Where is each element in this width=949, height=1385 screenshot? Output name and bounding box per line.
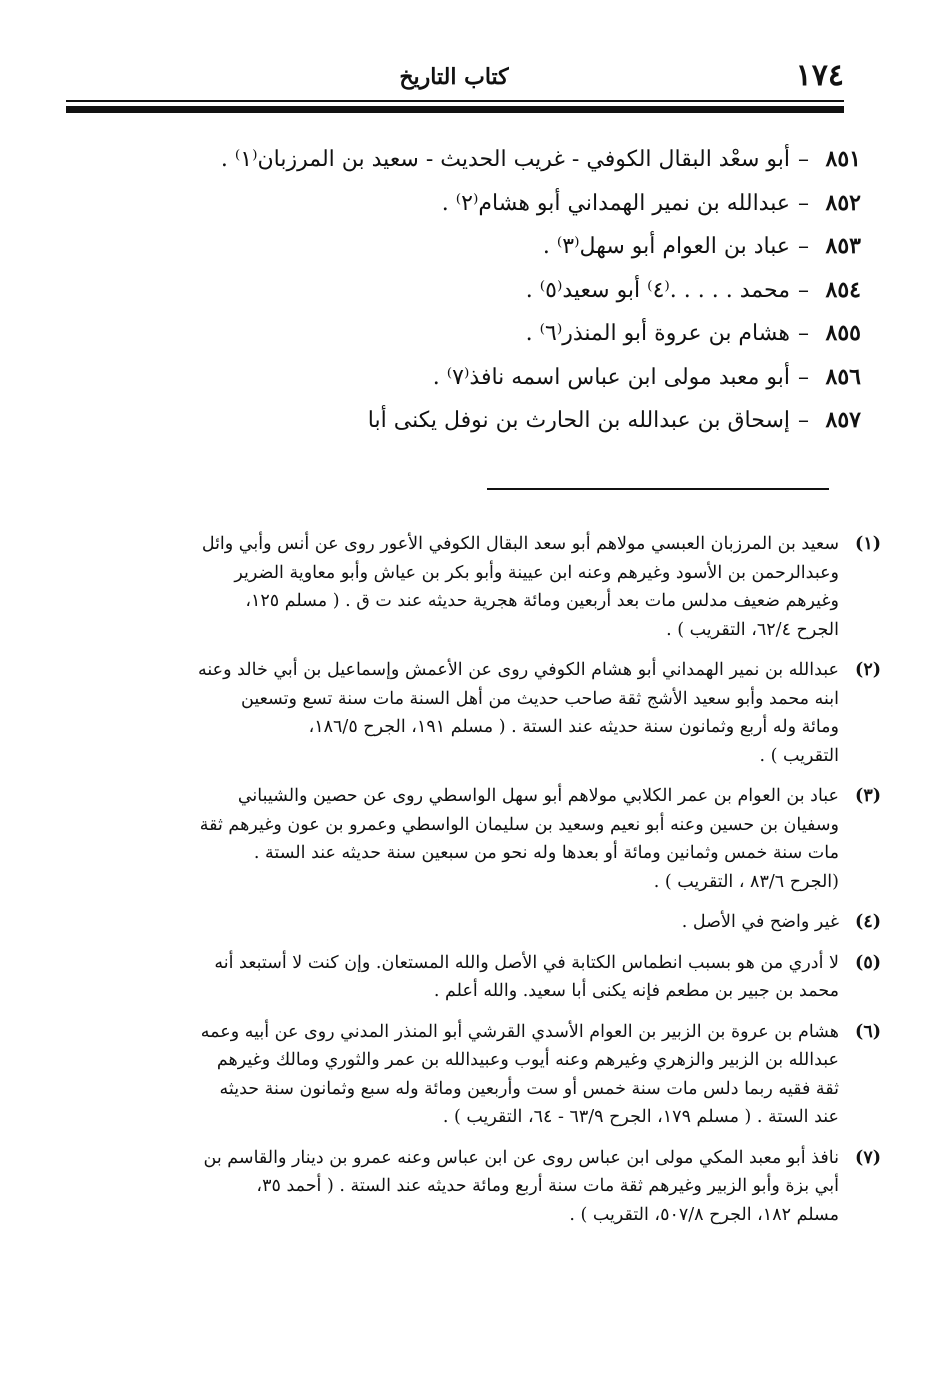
footnote-1 xyxy=(74,530,881,644)
footnote-marker: (٦) xyxy=(855,1021,881,1042)
footnote-line: أبي بزة وأبو الزبير وغيرهم ثقة مات سنة أربع ومائة حديثه عند الستة . ( أحمد ٣٥، xyxy=(256,1176,839,1196)
footnote-line: لا أدري من هو بسبب انطماس الكتابة في الأصل والله المستعان. وإن كنت لا أستبعد أنه xyxy=(214,952,839,973)
entry-dash: – xyxy=(798,321,809,346)
entries-list xyxy=(81,138,861,443)
entry-number: ٨٥٥ xyxy=(825,320,861,346)
page-header xyxy=(64,56,844,96)
footnote-7 xyxy=(74,1144,881,1230)
footnote-4 xyxy=(74,908,881,937)
entry-851 xyxy=(81,138,861,182)
footnote-5 xyxy=(74,949,881,1006)
footnote-marker: (٥) xyxy=(855,952,881,973)
footnote-line: عبدالله بن نمير الهمداني أبو هشام الكوفي روى عن الأعمش وإسماعيل بن أبي خالد وعنه xyxy=(198,660,839,680)
entry-number: ٨٥٤ xyxy=(825,276,861,303)
header-rule-thin xyxy=(66,100,844,102)
entry-dash: – xyxy=(798,234,809,259)
entry-dash: – xyxy=(798,364,809,390)
footnote-line: نافذ أبو معبد المكي مولى ابن عباس روى عن ابن عباس وعنه عمرو بن دينار والقاسم بن xyxy=(203,1147,839,1168)
header-rule-thick xyxy=(66,106,844,113)
footnote-line: غير واضح في الأصل . xyxy=(681,912,839,932)
entry-number: ٨٥٧ xyxy=(825,407,861,433)
footnote-line: وغيرهم ضعيف مدلس مات بعد أربعين ومائة هجرية حديثه عند ت ق . ( مسلم ١٢٥، xyxy=(245,591,839,611)
entry-text: عباد بن العوام أبو سهل⁽٣⁾ . xyxy=(542,234,790,259)
entry-number: ٨٥٣ xyxy=(825,233,861,259)
entry-text: هشام بن عروة أبو المنذر⁽٦⁾ . xyxy=(525,321,790,346)
footnote-marker: (١) xyxy=(855,534,881,554)
entry-dash: – xyxy=(798,147,809,172)
footnote-line: ومائة وله أربع وثمانون سنة حديثه عند الستة . ( مسلم ١٩١، الجرح ١٨٦/٥، xyxy=(308,717,839,737)
page-number: ١٧٤ xyxy=(795,58,844,93)
footnote-line: سعيد بن المرزبان العبسي مولاهم أبو سعد البقال الكوفي الأعور روى عن أنس وأبي وائل xyxy=(201,534,839,554)
footnote-marker: (٤) xyxy=(855,912,881,932)
footnote-separator xyxy=(487,488,829,490)
footnote-line: التقريب ) . xyxy=(759,745,839,766)
entry-text: أبو سعْد البقال الكوفي - غريب الحديث - سعيد بن المرزبان⁽١⁾ . xyxy=(220,147,790,172)
footnote-body xyxy=(74,908,839,937)
footnote-body xyxy=(74,656,839,770)
footnote-line: الجرح ٦٢/٤، التقريب ) . xyxy=(666,619,839,640)
entry-dash: – xyxy=(798,408,809,433)
entry-856 xyxy=(81,356,861,400)
running-title: كتاب التاريخ xyxy=(399,64,509,90)
entry-857 xyxy=(81,399,861,443)
entry-855 xyxy=(81,312,861,356)
footnote-body xyxy=(74,530,839,644)
footnote-marker: (٣) xyxy=(855,786,881,806)
entry-853 xyxy=(81,225,861,269)
footnote-marker: (٧) xyxy=(855,1147,881,1168)
footnote-6 xyxy=(74,1018,881,1132)
footnote-line: عبدالله بن الزبير والزهري وغيرهم وعنه أيوب وعبيدالله بن عمر والثوري ومالك وغيرهم xyxy=(216,1050,839,1070)
footnote-body xyxy=(74,1018,839,1132)
footnote-line: ثقة فقيه ربما دلس مات سنة خمس أو ست وأربعين ومائة وله سبع وثمانون سنة حديثه xyxy=(219,1078,839,1099)
footnote-marker: (٢) xyxy=(855,660,881,680)
entry-dash: – xyxy=(798,277,809,303)
entry-dash: – xyxy=(798,190,809,216)
entry-number: ٨٥٢ xyxy=(825,189,861,216)
entry-text: إسحاق بن عبدالله بن الحارث بن نوفل يكنى أبا xyxy=(367,408,790,433)
footnote-line: وسفيان بن حسين وعنه أبو نعيم وسعيد بن سليمان الواسطي وعمرو بن عون وغيرهم ثقة xyxy=(199,814,839,835)
footnote-3 xyxy=(74,782,881,896)
entry-number: ٨٥١ xyxy=(825,146,861,172)
footnote-body xyxy=(74,949,839,1006)
footnote-line: (الجرح ٨٣/٦ ، التقريب ) . xyxy=(653,871,839,892)
footnote-line: ابنه محمد وأبو سعيد الأشج ثقة صاحب حديث من أهل السنة مات سنة تسع وتسعين xyxy=(241,688,839,709)
entry-number: ٨٥٦ xyxy=(825,363,861,390)
entry-text: عبدالله بن نمير الهمداني أبو هشام⁽٢⁾ . xyxy=(441,190,790,216)
entry-852 xyxy=(81,182,861,226)
footnote-line: مات سنة خمس وثمانين ومائة أو بعدها وله نحو من سبعين سنة حديثه عند الستة . xyxy=(253,843,839,863)
footnote-line: مسلم ١٨٢، الجرح ٥٠٧/٨، التقريب ) . xyxy=(569,1204,839,1225)
footnote-body xyxy=(74,782,839,896)
footnote-line: محمد بن جبير بن مطعم فإنه يكنى أبا سعيد. والله أعلم . xyxy=(433,981,839,1001)
footnote-line: هشام بن عروة بن الزبير بن العوام الأسدي القرشي أبو المنذر المدني روى عن أبيه وعمه xyxy=(200,1021,839,1042)
footnote-line: عند الستة . ( مسلم ١٧٩، الجرح ٦٣/٩ - ٦٤، التقريب ) . xyxy=(442,1107,839,1127)
entry-text: أبو معبد مولى ابن عباس اسمه نافذ⁽٧⁾ . xyxy=(432,364,790,390)
footnote-line: عباد بن العوام بن عمر الكلابي مولاهم أبو سهل الواسطي روى عن حصين والشيباني xyxy=(237,786,839,806)
entry-text: محمد . . . . .⁽٤⁾ أبو سعيد⁽٥⁾ . xyxy=(525,277,790,303)
footnotes-list xyxy=(74,530,881,1241)
entry-854 xyxy=(81,269,861,313)
footnote-2 xyxy=(74,656,881,770)
footnote-body xyxy=(74,1144,839,1230)
footnote-line: وعبدالرحمن بن الأسود وغيرهم وعنه ابن عيينة وأبو بكر بن عياش وأبو معاوية الضرير xyxy=(234,562,839,583)
